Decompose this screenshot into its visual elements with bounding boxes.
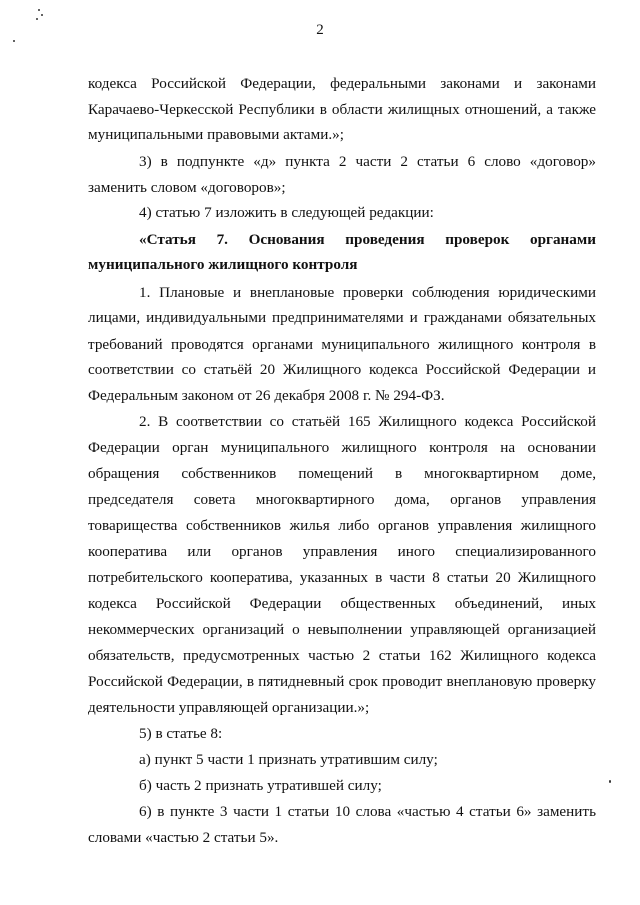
text-line: кодекса Российской Федерации, федеральными законами и законами	[88, 75, 596, 92]
text-line: потребительского кооператива, указанных в части 8 статьи 20 Жилищного	[88, 569, 596, 586]
scan-speck	[38, 9, 40, 11]
text-line: словами «частью 2 статьи 5».	[88, 829, 279, 846]
text-line: деятельности управляющей организации.»;	[88, 699, 370, 716]
text-line: Российской Федерации, в пятидневный срок проводит внеплановую проверку	[88, 673, 596, 690]
scan-speck	[13, 40, 15, 42]
scan-speck	[36, 18, 38, 20]
scan-speck	[609, 780, 611, 783]
text-line: обращения собственников помещений в многоквартирном доме,	[88, 465, 596, 482]
page-number: 2	[316, 22, 324, 38]
text-line: Карачаево-Черкесской Республики в области жилищных отношений, а также	[88, 101, 596, 118]
text-line: Федерации орган муниципального жилищного контроля на основании	[88, 439, 596, 456]
text-line: 2. В соответствии со статьёй 165 Жилищного кодекса Российской	[139, 413, 596, 430]
text-line: председателя совета многоквартирного дома, органов управления	[88, 491, 596, 508]
text-line: заменить словом «договоров»;	[88, 179, 286, 196]
text-line: кооператива или органов управления иного специализированного	[88, 543, 596, 560]
scan-speck	[41, 14, 43, 16]
text-line: кодекса Российской Федерации общественных объединений, иных	[88, 595, 596, 612]
article-heading: «Статья 7. Основания проведения проверок органами	[139, 231, 596, 248]
text-line: 6) в пункте 3 части 1 статьи 10 слова «частью 4 статьи 6» заменить	[139, 803, 596, 820]
text-line: требований проводятся органами муниципального жилищного контроля в	[88, 336, 596, 353]
text-line: Федеральным законом от 26 декабря 2008 г. № 294-ФЗ.	[88, 387, 445, 404]
text-line: муниципальными правовыми актами.»;	[88, 126, 344, 143]
text-line: товарищества собственников жилья либо органов управления жилищного	[88, 517, 596, 534]
text-line: б) часть 2 признать утратившей силу;	[139, 777, 382, 794]
article-heading: муниципального жилищного контроля	[88, 256, 358, 273]
text-line: некоммерческих организаций о невыполнении управляющей организацией	[88, 621, 596, 638]
text-line: а) пункт 5 части 1 признать утратившим силу;	[139, 751, 438, 768]
text-line: 5) в статье 8:	[139, 725, 223, 742]
text-line: обязательств, предусмотренных частью 2 статьи 162 Жилищного кодекса	[88, 647, 596, 664]
text-line: 1. Плановые и внеплановые проверки соблюдения юридическими	[139, 284, 596, 301]
text-line: 4) статью 7 изложить в следующей редакции:	[139, 204, 434, 221]
text-line: соответствии со статьёй 20 Жилищного кодекса Российской Федерации и	[88, 361, 596, 378]
text-line: лицами, индивидуальными предпринимателями и гражданами обязательных	[88, 309, 596, 326]
text-line: 3) в подпункте «д» пункта 2 части 2 статьи 6 слово «договор»	[139, 153, 596, 170]
